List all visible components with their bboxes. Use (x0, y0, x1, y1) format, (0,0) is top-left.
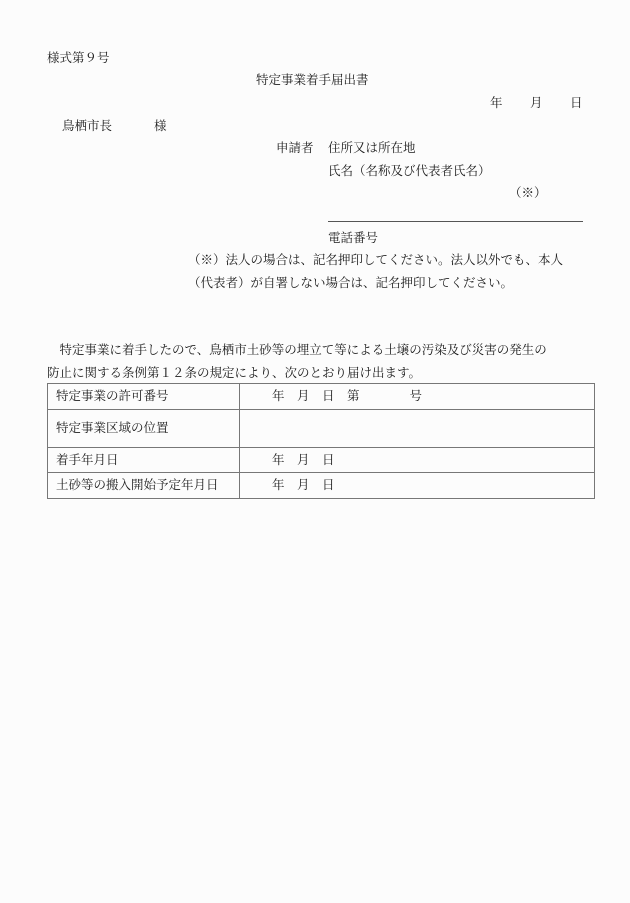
signature-mark: （※） (509, 185, 547, 200)
date-month-field: 月 (530, 95, 543, 110)
note-line: （※）法人の場合は、記名押印してください。法人以外でも、本人 (188, 252, 564, 267)
table-row-start-date (48, 448, 595, 473)
table-row-delivery-start-date (48, 473, 595, 499)
row-label: 着手年月日 (48, 448, 240, 473)
applicant-address-label: 住所又は所在地 (328, 140, 416, 155)
row-label: 特定事業区域の位置 (48, 410, 240, 448)
applicant-label: 申請者 (276, 140, 314, 155)
table-row-business-location (48, 410, 595, 448)
business-location-field (240, 410, 595, 448)
notification-details-table (47, 383, 595, 499)
permit-number-field: 年 月 日 第 号 (240, 384, 595, 410)
date-day-field: 日 (570, 95, 583, 110)
body-text-line: 特定事業に着手したので、鳥栖市土砂等の埋立て等による土壌の汚染及び災害の発生の (47, 342, 547, 357)
signature-line (328, 221, 583, 222)
addressee-honorific: 様 (154, 118, 167, 133)
date-year-field: 年 (490, 95, 503, 110)
row-label: 特定事業の許可番号 (48, 384, 240, 410)
applicant-name-label: 氏名（名称及び代表者氏名） (328, 163, 491, 178)
note-line: （代表者）が自署しない場合は、記名押印してください。 (188, 275, 514, 290)
table-row-permit-number (48, 384, 595, 410)
delivery-start-date-field: 年 月 日 (240, 473, 595, 499)
row-label: 土砂等の搬入開始予定年月日 (48, 473, 240, 499)
body-text-line: 防止に関する条例第１２条の規定により、次のとおり届け出ます。 (47, 365, 422, 380)
phone-number-label: 電話番号 (328, 230, 379, 245)
document-title: 特定事業着手届出書 (256, 72, 369, 87)
start-date-field: 年 月 日 (240, 448, 595, 473)
addressee-name: 鳥栖市長 (62, 118, 113, 133)
form-number: 様式第９号 (47, 50, 110, 65)
